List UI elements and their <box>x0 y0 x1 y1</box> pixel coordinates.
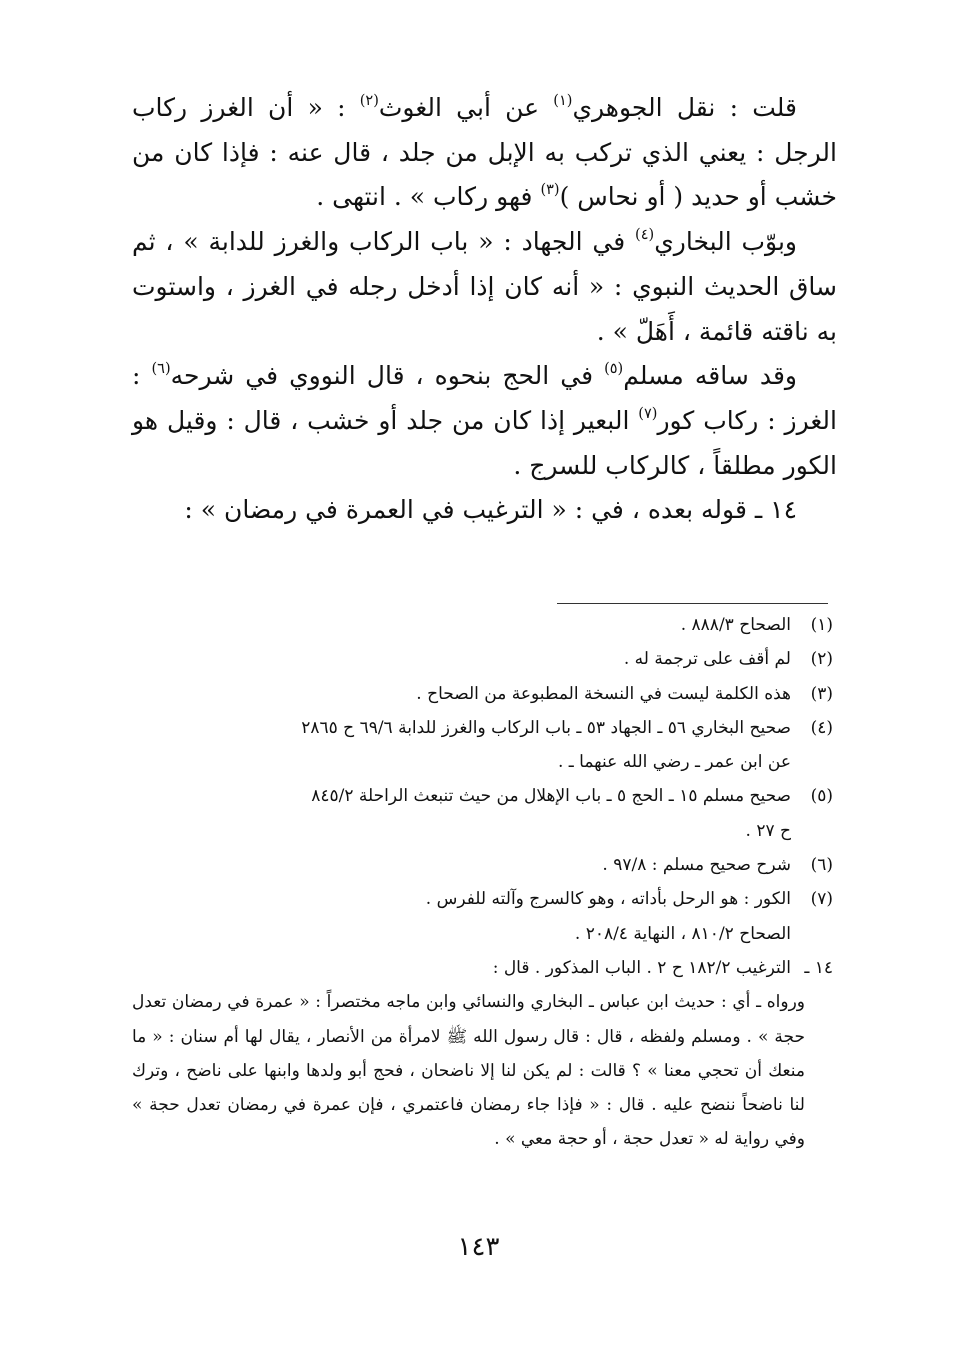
footnote-5 <box>132 779 833 813</box>
footnote-number: (١) <box>810 615 833 635</box>
footnote-text: صحيح مسلم ١٥ ـ الحج ٥ ـ باب الإهلال من حيث تنبعث الراحلة ٨٤٥/٢ <box>311 786 791 807</box>
footnote-number: (٤) <box>810 717 833 738</box>
page-number: ١٤٣ <box>457 1232 500 1262</box>
footnote-text: هذه الكلمة ليست في النسخة المطبوعة من الصحاح . <box>416 683 791 704</box>
footnote-marker: (٣) <box>540 182 560 199</box>
paragraph-1: قلت : نقل الجوهري$^{(١)}$ عن أبي الغوث$^{(٢)}$ : « أن الغرز ركاب الرجل : يعني الذي تركب به الإبل من جلد ، قال عنه : فإذا كان من خشب أو حديد ( أو نحاس )$^{(٣)}$ فهو ركاب » . انتهى . <box>132 93 837 212</box>
footnote-4 <box>132 711 833 745</box>
footnote-7-continuation: الصحاح ٨١٠/٢ ، النهاية ٢٠٨/٤ . <box>574 923 791 944</box>
footnote-separator <box>557 603 828 604</box>
footnote-2 <box>132 642 833 676</box>
footnotes <box>132 608 833 1157</box>
footnote-text: شرح صحيح مسلم : ٩٧/٨ . <box>602 855 791 876</box>
footnote-1 <box>132 608 833 642</box>
footnote-number: ١٤ ـ <box>804 957 833 978</box>
footnote-marker: (٤) <box>635 227 655 244</box>
footnote-text: صحيح البخاري ٥٦ ـ الجهاد ٥٣ ـ باب الركاب والغرز للدابة ٦٩/٦ ح ٢٨٦٥ <box>301 717 791 738</box>
paragraph-2: وبوّب البخاري$^{(٤)}$ في الجهاد : « باب الركاب والغرز للدابة » ، ثم ساق الحديث النبوي : « أنه كان إذا أدخل رجله في الغرز ، واستوت به ناقته قائمة ، أَهَلّ » . <box>132 227 837 346</box>
footnote-marker: (١) <box>553 93 573 110</box>
footnote-marker: (٦) <box>151 361 171 378</box>
footnote-number: (٦) <box>810 855 833 876</box>
footnote-3 <box>132 677 833 711</box>
footnote-marker: (٢) <box>359 93 379 110</box>
footnote-text: لم أقف على ترجمة له . <box>623 649 791 670</box>
footnote-7 <box>132 882 833 916</box>
footnote-number: (٧) <box>810 889 833 910</box>
footnote-4-continuation: عن ابن عمر ـ رضي الله عنهما ـ . <box>557 752 791 773</box>
footnote-14 <box>132 951 833 985</box>
footnote-marker: (٧) <box>638 406 658 423</box>
main-text <box>132 86 837 533</box>
footnote-5-continuation: ح ٢٧ . <box>745 820 791 841</box>
footnote-number: (٣) <box>810 683 833 704</box>
footnote-text: الكور : هو الرحل بأداته ، وهو كالسرج وآلته للفرس . <box>425 889 791 910</box>
footnote-6 <box>132 848 833 882</box>
footnote-marker: (٥) <box>604 361 624 378</box>
footnote-text: الترغيب ١٨٢/٢ ح ٢ . الباب المذكور . قال : <box>492 957 791 978</box>
footnote-14-quote: ورواه ـ أي : حديث ابن عباس ـ البخاري والنسائي وابن ماجه مختصراً : « عمرة في رمضان تعدل حجة » . ومسلم ولفظه ، قال : قال رسول الله ﷺ لامرأة من الأنصار ، يقال لها أم سنان : « ما منعك أن تحجي معنا » ؟ قالت : لم يكن لنا إلا ناضحان ، فحج أبو ولدها وابنها على ناضح ، وترك لنا ناضحاً ننضح عليه . قال : « فإذا جاء رمضان فاعتمري ، فإن عمرة في رمضان تعدل حجة » وفي رواية له « تعدل حجة ، أو حجة معي » . <box>132 992 805 1150</box>
footnote-text: الصحاح ٨٨٨/٣ . <box>680 615 791 635</box>
paragraph-3: وقد ساقه مسلم$^{(٥)}$ في الحج بنحوه ، قال النووي في شرحه$^{(٦)}$ : الغرز : ركاب كور$^{(٧)}$ البعير إذا كان من جلد أو خشب ، قال : وقيل هو الكور مطلقاً ، كالركاب للسرج . <box>132 361 837 480</box>
footnote-number: (٥) <box>810 786 833 807</box>
paragraph-4: ١٤ ـ قوله بعده ، في : « الترغيب في العمرة في رمضان » : <box>184 495 797 525</box>
footnote-number: (٢) <box>810 649 833 670</box>
